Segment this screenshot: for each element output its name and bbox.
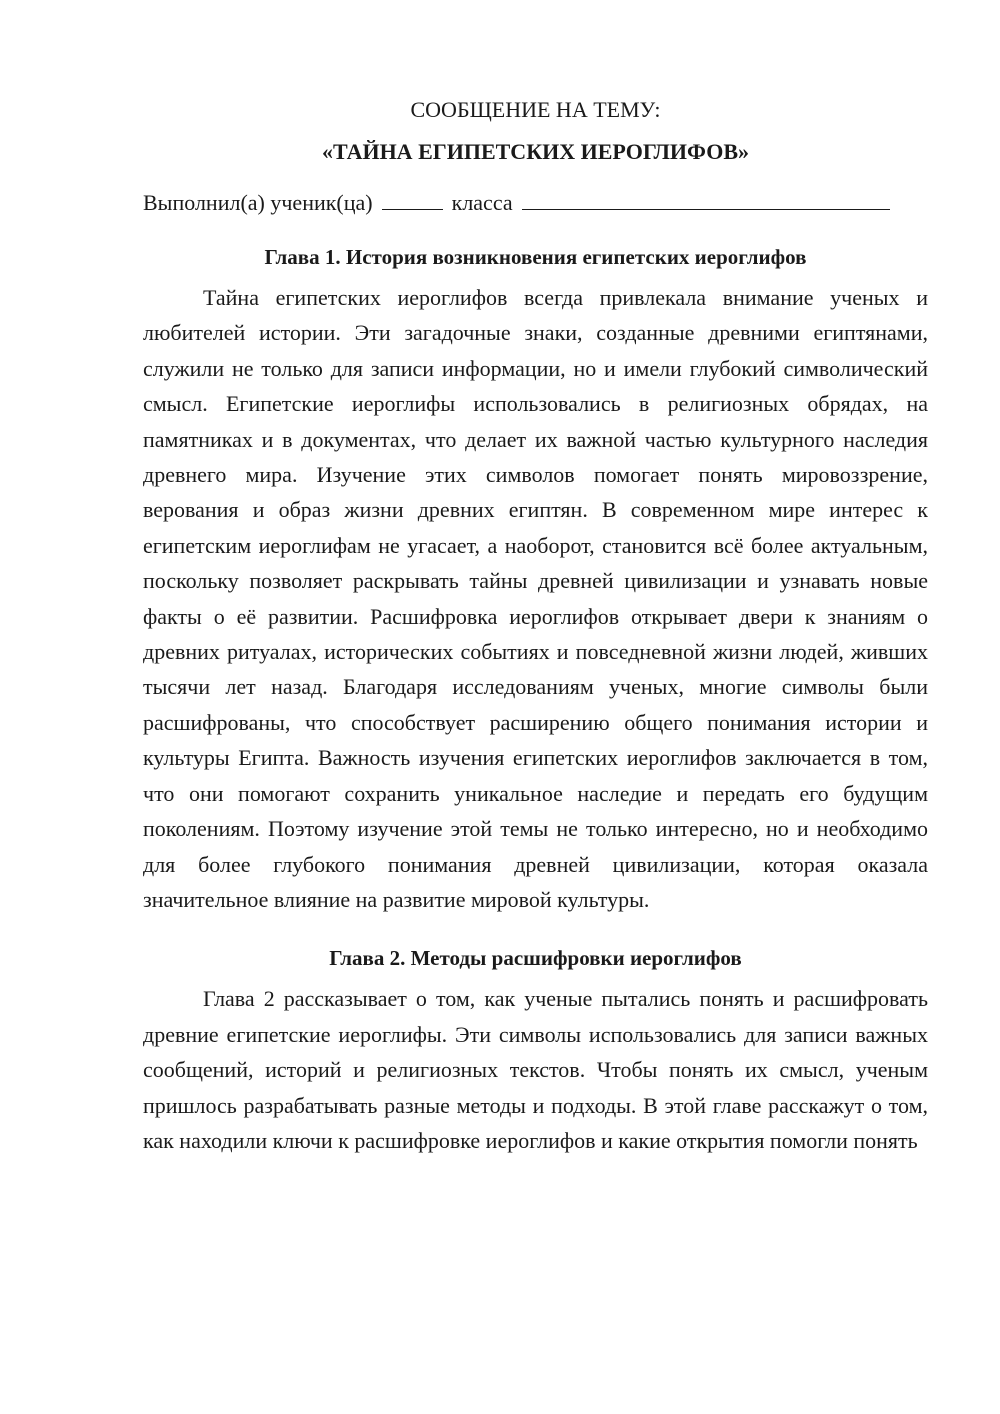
- chapter1-title: Глава 1. История возникновения египетских иероглифов: [264, 245, 807, 269]
- document-title-topic: «ТАЙНА ЕГИПЕТСКИХ ИЕРОГЛИФОВ»: [321, 139, 749, 164]
- document-title-line1: СООБЩЕНИЕ НА ТЕМУ:: [410, 97, 661, 122]
- chapter1-paragraph: Тайна египетских иероглифов всегда привлекала внимание ученых и любителей истории. Эти загадочные знаки, созданные древними египтянами, служили не только для записи информации, но и имели глубокий символический смысл. Египетские иероглифы использовались в религиозных обрядах, на памятниках и в документах, что делает их важной частью культурного наследия древнего мира. Изучение этих символов помогает понять мировоззрение, верования и образ жизни древних египтян. В современном мире интерес к египетским иероглифам не угасает, а наоборот, становится всё более актуальным, поскольку позволяет раскрывать тайны древней цивилизации и узнавать новые факты о её развитии. Расшифровка иероглифов открывает двери к знаниям о древних ритуалах, исторических событиях и повседневной жизни людей, живших тысячи лет назад. Благодаря исследованиям ученых, многие символы были расшифрованы, что способствует расширению общего понимания истории и культуры Египта. Важность изучения египетских иероглифов заключается в том, что они помогают сохранить уникальное наследие и передать его будущим поколениям. Поэтому изучение этой темы не только интересно, но и необходимо для более глубокого понимания древней цивилизации, которая оказала значительное влияние на развитие мировой культуры.: [143, 285, 928, 912]
- document-page: [143, 92, 928, 1158]
- author-line: [143, 188, 928, 218]
- chapter2-paragraph: Глава 2 рассказывает о том, как ученые пытались понять и расшифровать древние египетские иероглифы. Эти символы использовались для записи важных сообщений, историй и религиозных текстов. Чтобы понять их смысл, ученым пришлось разрабатывать разные методы и подходы. В этой главе расскажут о том, как находили ключи к расшифровке иероглифов и какие открытия помогли понять: [143, 986, 928, 1153]
- class-number-blank: [382, 191, 443, 210]
- student-name-blank: [522, 191, 890, 210]
- chapter2-title: Глава 2. Методы расшифровки иероглифов: [329, 946, 742, 971]
- author-prefix: Выполнил(а) ученик(ца): [143, 190, 373, 215]
- class-label: класса: [451, 190, 513, 215]
